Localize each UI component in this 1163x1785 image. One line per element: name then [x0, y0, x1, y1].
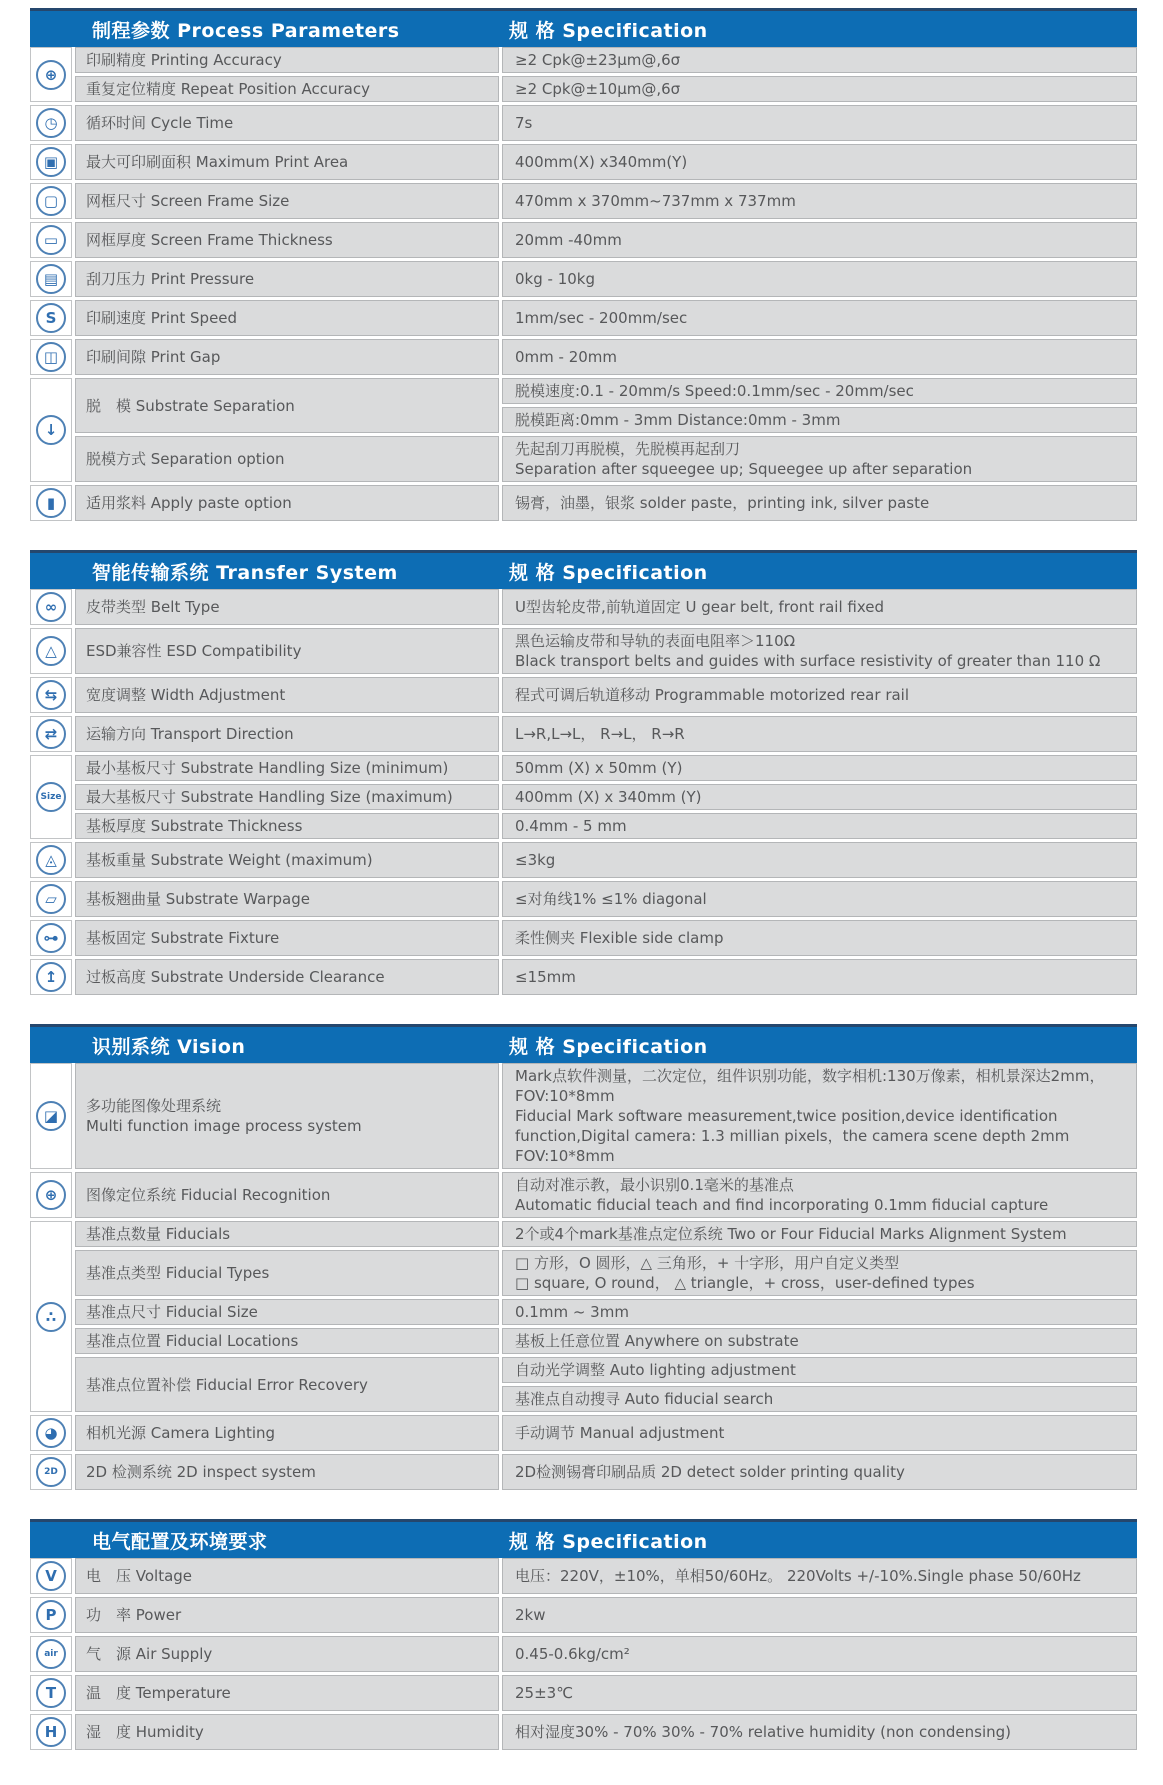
param-label [75, 1328, 499, 1354]
spec-value [502, 144, 1137, 180]
print-speed-icon: S [36, 303, 66, 333]
icon-cell [30, 183, 72, 219]
param-label [75, 842, 499, 878]
icon-cell [30, 1221, 72, 1412]
spec-value-line: Automatic fiducial teach and find incorporating 0.1mm fiducial capture [515, 1196, 1049, 1214]
2d-badge-icon: 2D [36, 1457, 66, 1487]
section-header [30, 1024, 1137, 1063]
spec-value-line: 程式可调后轨道移动 Programmable motorized rear rail [515, 686, 910, 704]
param-label [75, 222, 499, 258]
icon-cell [30, 589, 72, 625]
icon-cell [30, 144, 72, 180]
icon-cell [30, 628, 72, 674]
size-icon: Size [36, 782, 66, 812]
param-label-line: 基准点尺寸 Fiducial Size [86, 1303, 258, 1321]
section-title: 电气配置及环境要求 [92, 1530, 268, 1553]
spec-column-header: 规 格 Specification [509, 1530, 708, 1553]
spec-value-line: 脱模距离:0mm - 3mm Distance:0mm - 3mm [515, 411, 841, 429]
param-label [75, 813, 499, 839]
spec-value-line: 20mm -40mm [515, 231, 622, 249]
transport-direction-icon: ⇄ [36, 719, 66, 749]
section-body [30, 589, 1137, 995]
spec-value-line: Separation after squeegee up; Squeegee up after separation [515, 460, 973, 478]
section-body [30, 47, 1137, 521]
param-label [75, 628, 499, 674]
spec-value-line: 基板上任意位置 Anywhere on substrate [515, 1332, 799, 1350]
spec-value [502, 813, 1137, 839]
spec-value [502, 1063, 1137, 1169]
icon-cell [30, 1454, 72, 1490]
icon-cell [30, 842, 72, 878]
spec-value-line: 0.4mm - 5 mm [515, 817, 627, 835]
clearance-arrow-icon: ↥ [36, 962, 66, 992]
param-label [75, 1454, 499, 1490]
print-area-icon: ▣ [36, 147, 66, 177]
param-label [75, 716, 499, 752]
clock-icon: ◷ [36, 108, 66, 138]
spec-value [502, 1636, 1137, 1672]
param-label [75, 959, 499, 995]
spec-value-line: function,Digital camera: 1.3 millian pixels，the camera scene depth 2mm [515, 1127, 1070, 1145]
paste-icon: ▮ [36, 488, 66, 518]
spec-value-line: 2D检测锡膏印刷品质 2D detect solder printing quality [515, 1463, 905, 1481]
icon-cell [30, 1558, 72, 1594]
spec-value-line: ≤3kg [515, 851, 556, 869]
spec-value-line: 黑色运输皮带和导轨的表面电阻率＞110Ω [515, 632, 796, 650]
spec-value-line: □ 方形，O 圆形，△ 三角形，+ 十字形，用户自定义类型 [515, 1254, 900, 1272]
spec-value [502, 378, 1137, 404]
param-label-line: 循环时间 Cycle Time [86, 114, 234, 132]
spec-value-line: 1mm/sec - 200mm/sec [515, 309, 688, 327]
esd-warning-icon: △ [36, 636, 66, 666]
param-label [75, 378, 499, 433]
icon-cell [30, 300, 72, 336]
spec-value [502, 407, 1137, 433]
spec-value [502, 339, 1137, 375]
section-body [30, 1063, 1137, 1490]
screen-frame-icon: ▢ [36, 186, 66, 216]
spec-value-line: L→R,L→L， R→L， R→R [515, 725, 685, 743]
spec-value-line: Fiducial Mark software measurement,twice position,device identification [515, 1107, 1058, 1125]
param-label-line: 皮带类型 Belt Type [86, 598, 220, 616]
spec-value-line: 自动对准示教，最小识别0.1毫米的基准点 [515, 1176, 794, 1194]
crosshair-target-icon: ⊕ [36, 60, 66, 90]
spec-value [502, 716, 1137, 752]
param-label-line: 基准点位置补偿 Fiducial Error Recovery [86, 1375, 368, 1394]
spec-value-line: U型齿轮皮带,前轨道固定 U gear belt, front rail fixed [515, 598, 885, 616]
icon-cell [30, 222, 72, 258]
air-supply-icon: air [36, 1639, 66, 1669]
spec-value [502, 47, 1137, 73]
param-label-line: 印刷速度 Print Speed [86, 309, 238, 327]
icon-cell [30, 47, 72, 102]
icon-cell [30, 755, 72, 839]
spec-value-line: 柔性侧夹 Flexible side clamp [515, 929, 724, 947]
param-label [75, 677, 499, 713]
image-process-icon: ◪ [36, 1101, 66, 1131]
param-label [75, 300, 499, 336]
spec-value-line: ≤15mm [515, 968, 576, 986]
section-header [30, 8, 1137, 47]
param-label-line: 适用浆料 Apply paste option [86, 494, 292, 512]
icon-cell [30, 959, 72, 995]
width-adjust-icon: ⇆ [36, 680, 66, 710]
param-label-line: 网框尺寸 Screen Frame Size [86, 192, 290, 210]
icon-cell [30, 1714, 72, 1750]
param-label [75, 1172, 499, 1218]
param-label [75, 105, 499, 141]
spec-column-header: 规 格 Specification [509, 561, 708, 584]
spec-value-line: 25±3℃ [515, 1684, 574, 1702]
param-label-line: 多功能图像处理系统 [86, 1097, 222, 1115]
spec-value-line: 0.45-0.6kg/cm² [515, 1645, 630, 1663]
param-label-line: 2D 检测系统 2D inspect system [86, 1463, 316, 1481]
spec-value [502, 1221, 1137, 1247]
spec-value [502, 436, 1137, 482]
icon-cell [30, 1597, 72, 1633]
spec-value [502, 1328, 1137, 1354]
param-label-line: 印刷精度 Printing Accuracy [86, 51, 282, 69]
spec-value-line: ≥2 Cpk@±10μm@,6σ [515, 80, 681, 98]
icon-cell [30, 105, 72, 141]
param-label [75, 784, 499, 810]
param-label-line: ESD兼容性 ESD Compatibility [86, 642, 302, 660]
param-label-line: 宽度调整 Width Adjustment [86, 686, 286, 704]
spec-value [502, 183, 1137, 219]
spec-value [502, 881, 1137, 917]
spec-value [502, 1675, 1137, 1711]
param-label-line: 基准点位置 Fiducial Locations [86, 1332, 299, 1350]
spec-value-line: FOV:10*8mm [515, 1087, 615, 1105]
section-header [30, 550, 1137, 589]
param-label-line: 相机光源 Camera Lighting [86, 1424, 276, 1442]
spec-value-line: 400mm(X) x340mm(Y) [515, 153, 688, 171]
spec-value [502, 755, 1137, 781]
spec-value [502, 1415, 1137, 1451]
param-label [75, 589, 499, 625]
param-label [75, 485, 499, 521]
weight-scale-icon: ◬ [36, 845, 66, 875]
icon-cell [30, 716, 72, 752]
param-label-line: 印刷间隙 Print Gap [86, 348, 221, 366]
voltage-v-icon: V [36, 1561, 66, 1591]
temperature-t-icon: T [36, 1678, 66, 1708]
param-label [75, 1250, 499, 1296]
section-body [30, 1558, 1137, 1750]
spec-value [502, 76, 1137, 102]
spec-value [502, 1172, 1137, 1218]
spec-value-line: 400mm (X) x 340mm (Y) [515, 788, 702, 806]
param-label [75, 1357, 499, 1412]
param-label [75, 1063, 499, 1169]
icon-cell [30, 1675, 72, 1711]
spec-value [502, 105, 1137, 141]
section-title: 制程参数 Process Parameters [92, 19, 400, 42]
print-gap-icon: ◫ [36, 342, 66, 372]
spec-value [502, 1299, 1137, 1325]
param-label-line: 重复定位精度 Repeat Position Accuracy [86, 80, 370, 98]
spec-value-line: ≥2 Cpk@±23μm@,6σ [515, 51, 681, 69]
param-label [75, 436, 499, 482]
param-label [75, 1714, 499, 1750]
param-label [75, 881, 499, 917]
spec-value [502, 1357, 1137, 1383]
param-label-line: Multi function image process system [86, 1117, 362, 1135]
spec-value [502, 1597, 1137, 1633]
param-label-line: 基板翘曲量 Substrate Warpage [86, 890, 310, 908]
icon-cell [30, 677, 72, 713]
spec-value-line: 相对湿度30% - 70% 30% - 70% relative humidity (non condensing) [515, 1723, 1012, 1741]
param-label [75, 144, 499, 180]
squeegee-icon: ▤ [36, 264, 66, 294]
icon-cell [30, 378, 72, 482]
section-title: 智能传输系统 Transfer System [92, 561, 398, 584]
spec-value [502, 920, 1137, 956]
spec-value-line: Black transport belts and guides with surface resistivity of greater than 110 Ω [515, 652, 1101, 670]
param-label [75, 1221, 499, 1247]
spec-value-line: 锡膏，油墨，银浆 solder paste，printing ink, silver paste [515, 494, 930, 512]
spec-value-line: 基准点自动搜寻 Auto fiducial search [515, 1390, 774, 1408]
side-clamp-icon: ⊶ [36, 923, 66, 953]
conveyor-belt-icon: ∞ [36, 592, 66, 622]
param-label-line: 功 率 Power [86, 1606, 182, 1624]
spec-value [502, 959, 1137, 995]
spec-value [502, 842, 1137, 878]
spec-value-line: 50mm (X) x 50mm (Y) [515, 759, 683, 777]
spec-value-line: □ square, O round， △ triangle，+ cross，user-defined types [515, 1274, 975, 1292]
camera-light-icon: ◕ [36, 1418, 66, 1448]
param-label [75, 47, 499, 73]
spec-column-header: 规 格 Specification [509, 19, 708, 42]
param-label-line: 最大基板尺寸 Substrate Handling Size (maximum) [86, 788, 453, 806]
frame-thickness-icon: ▭ [36, 225, 66, 255]
spec-value [502, 261, 1137, 297]
param-label [75, 339, 499, 375]
spec-value-line: 0.1mm ~ 3mm [515, 1303, 629, 1321]
spec-table-2 [30, 550, 1137, 995]
section-title: 识别系统 Vision [92, 1035, 246, 1058]
spec-value [502, 628, 1137, 674]
param-label [75, 1675, 499, 1711]
param-label [75, 183, 499, 219]
spec-value [502, 485, 1137, 521]
icon-cell [30, 339, 72, 375]
param-label [75, 1636, 499, 1672]
spec-table-3 [30, 1024, 1137, 1490]
icon-cell [30, 881, 72, 917]
param-label [75, 76, 499, 102]
spec-value [502, 1454, 1137, 1490]
power-p-icon: P [36, 1600, 66, 1630]
param-label [75, 1597, 499, 1633]
spec-value [502, 300, 1137, 336]
spec-value-line: 手动调节 Manual adjustment [515, 1424, 725, 1442]
spec-value [502, 1714, 1137, 1750]
spec-value [502, 784, 1137, 810]
spec-value-line: ≤对角线1% ≤1% diagonal [515, 890, 707, 908]
icon-cell [30, 485, 72, 521]
icon-cell [30, 1172, 72, 1218]
spec-value-line: 2个或4个mark基准点定位系统 Two or Four Fiducial Marks Alignment System [515, 1225, 1067, 1243]
spec-value-line: 脱模速度:0.1 - 20mm/s Speed:0.1mm/sec - 20mm/sec [515, 382, 914, 400]
icon-cell [30, 920, 72, 956]
fiducial-target-icon: ⊕ [36, 1180, 66, 1210]
param-label-line: 脱模方式 Separation option [86, 450, 285, 468]
param-label-line: 电 压 Voltage [86, 1567, 193, 1585]
icon-cell [30, 1636, 72, 1672]
param-label-line: 脱 模 Substrate Separation [86, 396, 295, 415]
param-label [75, 1299, 499, 1325]
param-label-line: 基板重量 Substrate Weight (maximum) [86, 851, 373, 869]
spec-value [502, 1250, 1137, 1296]
param-label [75, 755, 499, 781]
spec-value-line: 2kw [515, 1606, 546, 1624]
spec-value-line: 0kg - 10kg [515, 270, 595, 288]
icon-cell [30, 1415, 72, 1451]
section-header [30, 1519, 1137, 1558]
spec-value-line: Mark点软件测量，二次定位，组件识别功能，数字相机:130万像素，相机景深达2mm， [515, 1067, 1105, 1085]
param-label-line: 基板固定 Substrate Fixture [86, 929, 280, 947]
param-label-line: 最小基板尺寸 Substrate Handling Size (minimum) [86, 759, 449, 777]
spec-value [502, 1558, 1137, 1594]
warpage-icon: ▱ [36, 884, 66, 914]
param-label [75, 1558, 499, 1594]
humidity-h-icon: H [36, 1717, 66, 1747]
spec-table-1 [30, 8, 1137, 521]
param-label-line: 气 源 Air Supply [86, 1645, 213, 1663]
spec-value-line: 0mm - 20mm [515, 348, 618, 366]
param-label-line: 过板高度 Substrate Underside Clearance [86, 968, 385, 986]
icon-cell [30, 1063, 72, 1169]
spec-value-line: 自动光学调整 Auto lighting adjustment [515, 1361, 796, 1379]
spec-table-4 [30, 1519, 1137, 1750]
spec-column-header: 规 格 Specification [509, 1035, 708, 1058]
spec-value-line: 先起刮刀再脱模，先脱模再起刮刀 [515, 440, 741, 458]
param-label-line: 基板厚度 Substrate Thickness [86, 817, 303, 835]
param-label-line: 运输方向 Transport Direction [86, 725, 294, 743]
param-label [75, 920, 499, 956]
param-label-line: 图像定位系统 Fiducial Recognition [86, 1186, 331, 1204]
spec-value [502, 222, 1137, 258]
param-label-line: 湿 度 Humidity [86, 1723, 204, 1741]
spec-value-line: FOV:10*8mm [515, 1147, 615, 1165]
spec-value [502, 589, 1137, 625]
separation-icon: ↓ [36, 415, 66, 445]
icon-cell [30, 261, 72, 297]
param-label-line: 网框厚度 Screen Frame Thickness [86, 231, 333, 249]
spec-value-line: 7s [515, 114, 533, 132]
spec-value [502, 1386, 1137, 1412]
param-label-line: 最大可印刷面积 Maximum Print Area [86, 153, 349, 171]
param-label [75, 261, 499, 297]
param-label-line: 温 度 Temperature [86, 1684, 231, 1702]
param-label [75, 1415, 499, 1451]
param-label-line: 基准点类型 Fiducial Types [86, 1264, 270, 1282]
spec-value-line: 470mm x 370mm~737mm x 737mm [515, 192, 796, 210]
param-label-line: 刮刀压力 Print Pressure [86, 270, 255, 288]
spec-value [502, 677, 1137, 713]
param-label-line: 基准点数量 Fiducials [86, 1225, 231, 1243]
spec-value-line: 电压：220V，±10%，单相50/60Hz。 220Volts +/-10%.Single phase 50/60Hz [515, 1567, 1081, 1585]
fiducial-dots-icon: ∴ [36, 1302, 66, 1332]
